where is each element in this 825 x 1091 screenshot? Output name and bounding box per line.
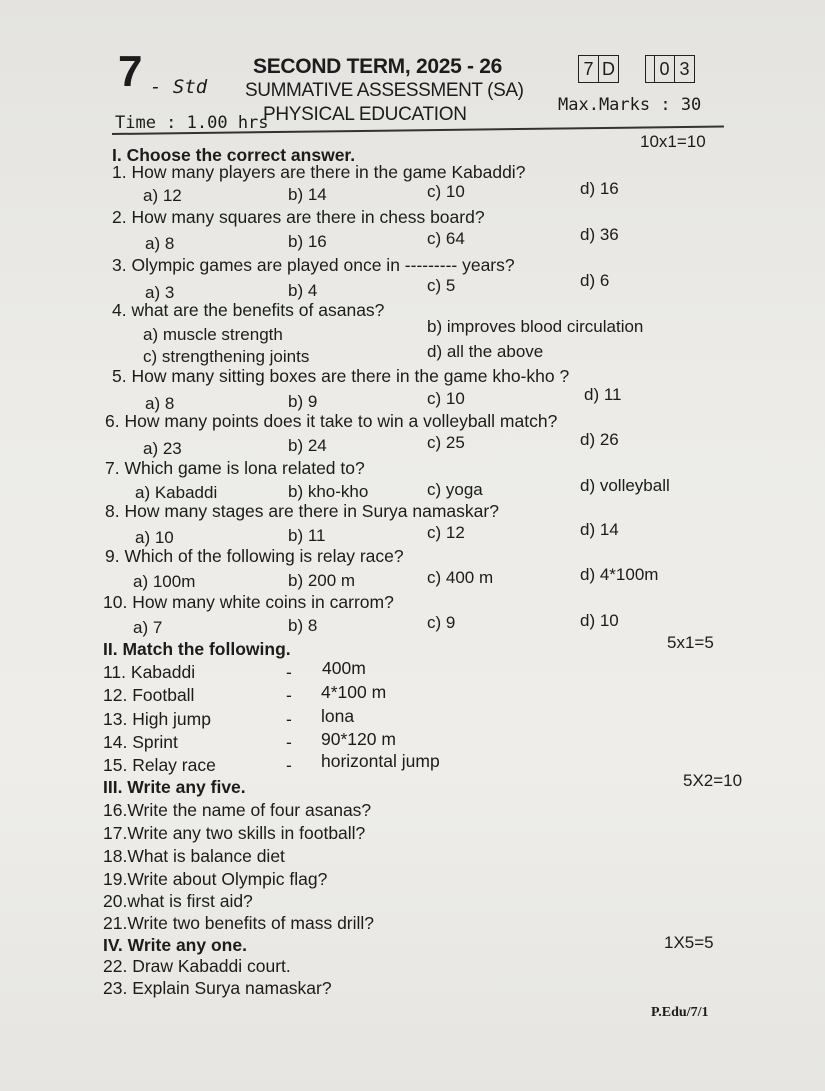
option-c: c) 25	[427, 433, 465, 452]
match-dash: -	[286, 662, 292, 682]
option-a: a) 3	[145, 283, 175, 302]
question-21: 21.Write two benefits of mass drill?	[103, 913, 375, 933]
match-right: 400m	[322, 658, 366, 678]
match-right: horizontal jump	[321, 751, 440, 771]
option-d: d) 14	[580, 520, 619, 539]
option-d: d) 36	[580, 225, 619, 244]
term-title: SECOND TERM, 2025 - 26	[253, 55, 502, 78]
option-c: c) yoga	[427, 480, 483, 499]
section2-title: II. Match the following.	[103, 639, 291, 659]
std-number: 7	[118, 47, 143, 96]
match-right: lona	[321, 706, 355, 726]
match-dash: -	[286, 709, 292, 729]
option-b: b) 9	[288, 392, 318, 411]
option-b: b) 14	[288, 185, 327, 204]
question-23: 23. Explain Surya namaskar?	[103, 978, 332, 998]
option-a: a) 23	[143, 439, 182, 458]
option-c: c) 400 m	[427, 568, 494, 587]
question-6: 6. How many points does it take to win a volleyball match?	[105, 411, 558, 431]
option-b: b) improves blood circulation	[427, 317, 644, 336]
option-b: b) 4	[288, 281, 318, 300]
max-marks: Max.Marks : 30	[558, 95, 702, 115]
option-a: a) Kabaddi	[135, 483, 218, 502]
question-18: 18.What is balance diet	[103, 846, 285, 866]
paper-code: P.Edu/7/1	[651, 1005, 709, 1020]
option-d: d) all the above	[427, 342, 544, 361]
code-digit	[646, 56, 655, 82]
option-c: c) 10	[427, 389, 465, 408]
question-1: 1. How many players are there in the game Kabaddi?	[112, 162, 526, 182]
std-label: - Std	[150, 76, 208, 98]
match-left-15: 15. Relay race	[103, 755, 216, 775]
option-b: b) 16	[288, 232, 327, 251]
option-a: a) 10	[135, 528, 174, 547]
option-b: b) 24	[288, 436, 327, 455]
match-dash: -	[286, 685, 292, 705]
match-dash: -	[286, 732, 292, 752]
match-left-12: 12. Football	[103, 685, 195, 705]
option-d: d) 6	[580, 271, 610, 290]
question-20: 20.what is first aid?	[103, 891, 253, 911]
subject-title: PHYSICAL EDUCATION	[263, 104, 467, 125]
question-5: 5. How many sitting boxes are there in the game kho-kho ?	[112, 366, 570, 386]
section4-marks: 1X5=5	[664, 933, 714, 952]
option-c: c) 12	[427, 523, 465, 542]
question-8: 8. How many stages are there in Surya namaskar?	[105, 501, 499, 521]
match-left-11: 11. Kabaddi	[103, 662, 196, 682]
section1-title: I. Choose the correct answer.	[112, 145, 356, 165]
match-left-14: 14. Sprint	[103, 732, 178, 752]
option-b: b) 200 m	[288, 571, 356, 590]
question-19: 19.Write about Olympic flag?	[103, 869, 328, 889]
assessment-title: SUMMATIVE ASSESSMENT (SA)	[245, 80, 524, 101]
option-d: d) 4*100m	[580, 565, 659, 584]
option-a: a) muscle strength	[143, 325, 283, 344]
match-right: 4*100 m	[321, 682, 387, 702]
code-digit: 0	[655, 56, 675, 82]
question-7: 7. Which game is lona related to?	[105, 458, 365, 478]
option-a: a) 7	[133, 618, 163, 637]
code-digit: D	[602, 59, 615, 79]
option-a: a) 8	[145, 234, 175, 253]
question-22: 22. Draw Kabaddi court.	[103, 956, 291, 976]
option-d: d) 10	[580, 611, 619, 630]
option-d: d) 26	[580, 430, 619, 449]
option-c: c) strengthening joints	[143, 347, 310, 366]
section1-marks: 10x1=10	[640, 132, 706, 151]
question-3: 3. Olympic games are played once in --------- years?	[112, 255, 515, 275]
option-d: d) 16	[580, 179, 619, 198]
question-9: 9. Which of the following is relay race?	[105, 546, 404, 566]
option-b: b) kho-kho	[288, 482, 369, 501]
match-left-13: 13. High jump	[103, 709, 211, 729]
option-c: c) 5	[427, 276, 456, 295]
code-box-right	[645, 55, 695, 83]
option-c: c) 64	[427, 229, 465, 248]
question-4: 4. what are the benefits of asanas?	[112, 300, 385, 320]
section2-marks: 5x1=5	[667, 633, 714, 652]
option-d: d) 11	[584, 385, 622, 404]
question-10: 10. How many white coins in carrom?	[103, 592, 394, 612]
section3-title: III. Write any five.	[103, 777, 246, 797]
option-a: a) 100m	[133, 572, 196, 591]
question-2: 2. How many squares are there in chess board?	[112, 207, 485, 227]
code-box-left	[578, 55, 619, 83]
code-digit: 3	[679, 59, 690, 79]
code-digit: 7	[579, 56, 599, 82]
question-17: 17.Write any two skills in football?	[103, 823, 366, 843]
section3-marks: 5X2=10	[683, 771, 743, 790]
exam-time: Time : 1.00 hrs	[115, 113, 269, 133]
option-a: a) 12	[143, 186, 182, 205]
option-c: c) 10	[427, 182, 465, 201]
question-16: 16.Write the name of four asanas?	[103, 800, 372, 820]
option-a: a) 8	[145, 394, 175, 413]
match-dash: -	[286, 755, 292, 775]
section4-title: IV. Write any one.	[103, 935, 247, 955]
option-c: c) 9	[427, 613, 456, 632]
match-right: 90*120 m	[321, 729, 396, 749]
option-b: b) 11	[288, 526, 326, 545]
option-d: d) volleyball	[580, 476, 670, 495]
option-b: b) 8	[288, 616, 318, 635]
